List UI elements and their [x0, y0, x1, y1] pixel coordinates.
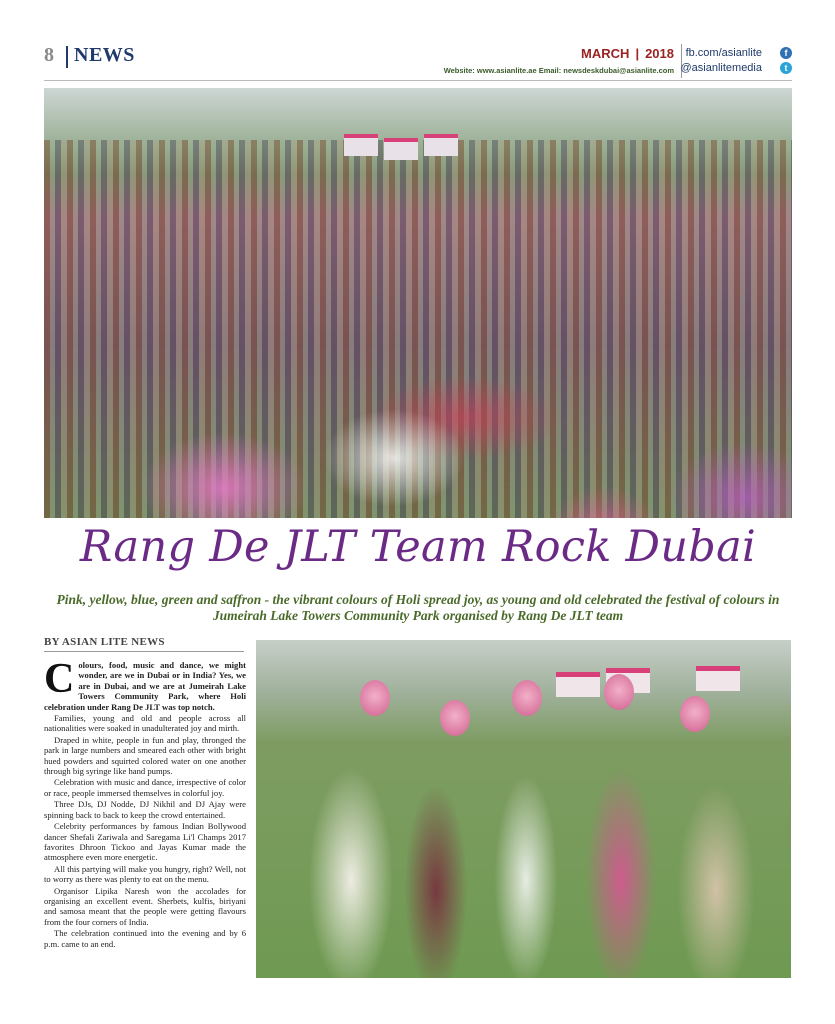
body-paragraph: The celebration continued into the evening and by 6 p.m. came to an end.: [44, 928, 246, 949]
issue-month: MARCH: [581, 46, 630, 61]
tent-shape: [556, 672, 600, 697]
article-standfirst: Pink, yellow, blue, green and saffron - the vibrant colours of Holi spread joy, as young and old celebrated the festival of colours in Jumeirah Lake Towers Community Park organised by Rang De JLT team: [56, 592, 780, 623]
section-title: NEWS: [74, 44, 135, 66]
byline-rule: [44, 651, 244, 652]
masthead: [44, 40, 792, 80]
masthead-divider: [66, 46, 68, 68]
tent-shape: [384, 138, 418, 160]
person-face: [440, 700, 470, 736]
twitter-handle[interactable]: @asianlitemedia: [680, 62, 762, 74]
person-face: [604, 674, 634, 710]
body-paragraph: All this partying will make you hungry, right? Well, not to worry as there was plenty to eat on the menu.: [44, 863, 246, 885]
tent-shape: [344, 134, 378, 156]
person-face: [360, 680, 390, 716]
twitter-icon[interactable]: t: [780, 62, 792, 74]
body-paragraph: Celebrity performances by famous Indian Bollywood dancer Shefali Zariwala and Saregama Li'l Champs 2017 favorites Dhroon Tickoo and Jayas Kumar made the atmosphere even more energetic.: [44, 821, 246, 863]
body-paragraph: Celebration with music and dance, irrespective of color or race, people immersed themselves in colorful joy.: [44, 777, 246, 798]
group-photo: [256, 640, 791, 978]
header-rule: [44, 80, 792, 81]
contact-line: Website: www.asianlite.ae Email: newsdeskdubai@asianlite.com: [443, 66, 674, 75]
article-headline: Rang De JLT Team Rock Dubai: [79, 522, 757, 572]
issue-year: 2018: [645, 46, 674, 61]
lead-paragraph: [44, 656, 246, 712]
page-number: 8: [44, 44, 54, 66]
lead-text: olours, food, music and dance, we might wonder, are we in Dubai or in India? Yes, we are in Dubai, and we are at Jumeirah Lake Towers Community Park, where Holi celebration under Rang De JLT was top notch.: [44, 660, 246, 712]
drop-cap: C: [44, 656, 75, 702]
body-paragraph: Families, young and old and people across all nationalities were soaked in unadulterated joy and mirth.: [44, 713, 246, 734]
tent-shape: [424, 134, 458, 156]
tent-shape: [696, 666, 740, 691]
body-paragraph: Organisor Lipika Naresh won the accolades for organising an excellent event. Sherbets, kulfis, biriyani and samosa meant that the people were getting flavours from the four corners of India.: [44, 885, 246, 927]
person-face: [512, 680, 542, 716]
date-separator: |: [635, 46, 640, 61]
facebook-handle[interactable]: fb.com/asianlite: [685, 47, 762, 59]
issue-date: [581, 46, 674, 61]
byline: BY ASIAN LITE NEWS: [44, 636, 165, 648]
body-paragraph: Draped in white, people in fun and play, thronged the park in large numbers and smeared each other with bright hued powders and squirted colored water on one another through big syringe like hand pumps.: [44, 734, 246, 777]
facebook-icon[interactable]: f: [780, 47, 792, 59]
person-face: [680, 696, 710, 732]
photo-background-sky: [44, 88, 792, 140]
body-paragraph: Three DJs, DJ Nodde, DJ Nikhil and DJ Ajay were spinning back to back to keep the crowd entertained.: [44, 799, 246, 820]
article-body: [44, 656, 246, 950]
holi-crowd-photo: [44, 88, 792, 518]
